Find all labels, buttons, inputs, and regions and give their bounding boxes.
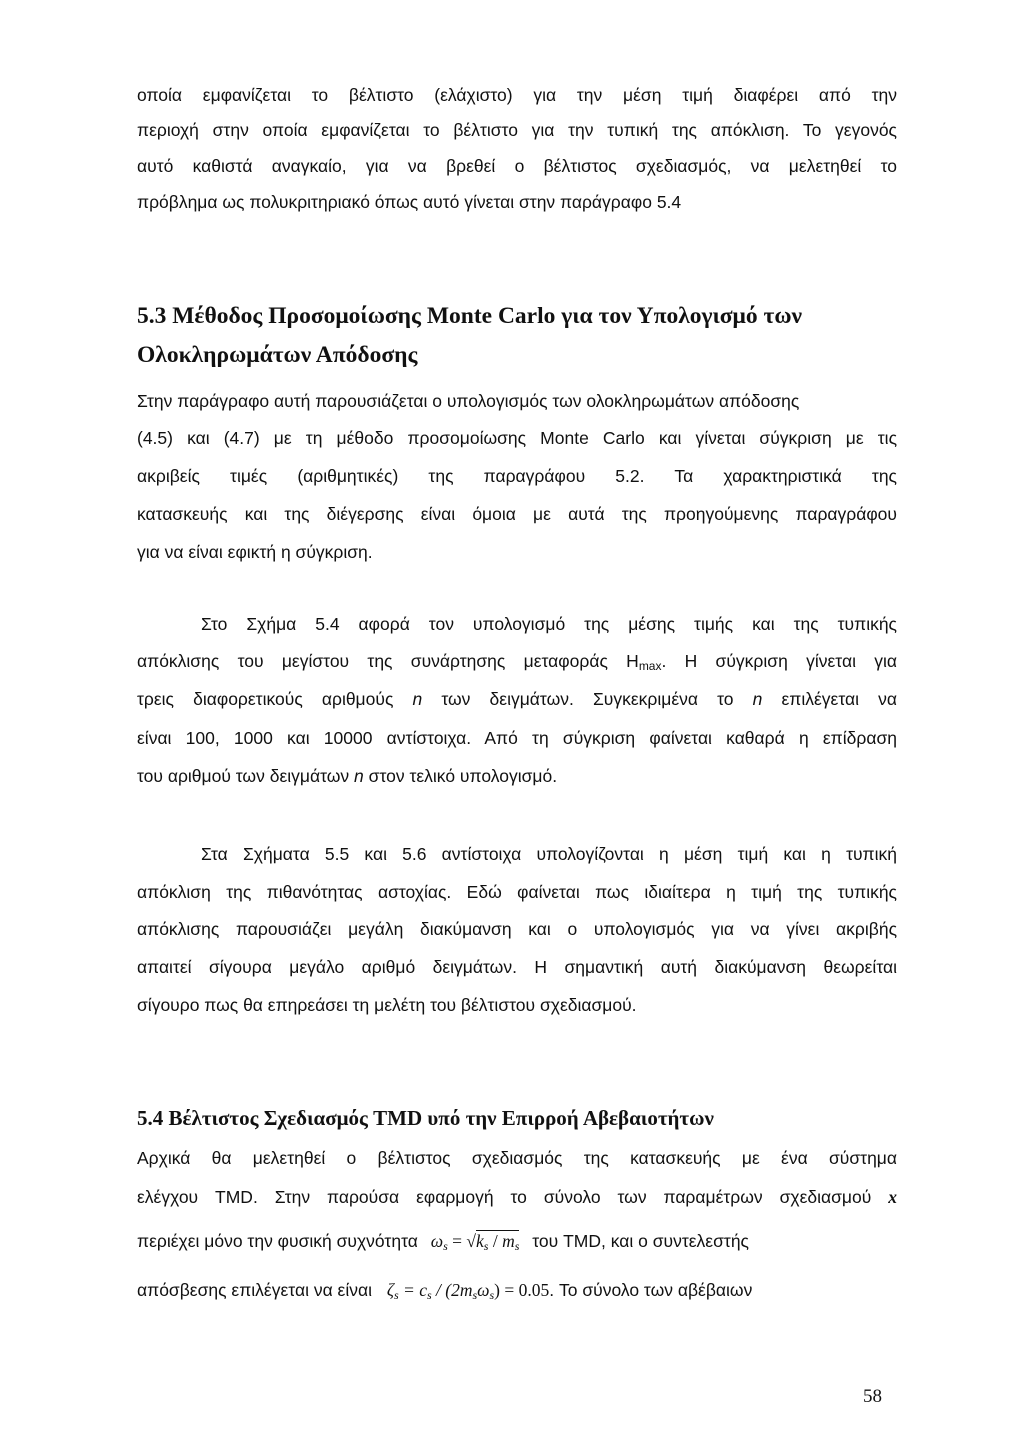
section-heading-5-3-line-2: Ολοκληρωμάτων Απόδοσης <box>137 342 418 368</box>
section-5-3-line-4: κατασκευής και της διέγερσης είναι όμοια με αυτά της προηγούμενης παραγράφου <box>137 504 897 524</box>
section-5-4-line-1: Αρχικά θα μελετηθεί ο βέλτιστος σχεδιασμός της κατασκευής με ένα σύστημα <box>137 1148 897 1168</box>
section-5-3-line-5: για να είναι εφικτή η σύγκριση. <box>137 542 373 562</box>
section-heading-5-4: 5.4 Βέλτιστος Σχεδιασμός TMD υπό την Επιρροή Αβεβαιοτήτων <box>137 1106 714 1130</box>
intro-line-4: πρόβλημα ως πολυκριτηριακό όπως αυτό γίνεται στην παράγραφο 5.4 <box>137 192 682 212</box>
section-5-3-line-1: Στην παράγραφο αυτή παρουσιάζεται ο υπολογισμός των ολοκληρωμάτων απόδοσης <box>137 391 800 411</box>
page-number: 58 <box>863 1386 882 1407</box>
section-heading-5-3-line-1: 5.3 Μέθοδος Προσομοίωσης Monte Carlo για τον Υπολογισμό των <box>137 303 803 329</box>
intro-line-3: αυτό καθιστά αναγκαίο, για να βρεθεί ο βέλτιστος σχεδιασμός, να μελετηθεί το <box>137 156 897 176</box>
fig55-line-5: σίγουρο πως θα επηρεάσει τη μελέτη του βέλτιστου σχεδιασμού. <box>137 995 637 1015</box>
intro-line-1: οποία εμφανίζεται το βέλτιστο (ελάχιστο) για την μέση τιμή διαφέρει από την <box>137 85 897 105</box>
fig54-line-2: απόκλισης του μεγίστου της συνάρτησης μεταφοράς $H_{max}$. Η σύγκριση γίνεται για <box>137 651 898 673</box>
fig55-line-3: απόκλισης παρουσιάζει μεγάλη διακύμανση και ο υπολογισμός για να γίνει ακριβής <box>137 919 897 939</box>
section-5-3-line-2: (4.5) και (4.7) με τη μέθοδο προσομοίωσης Monte Carlo και γίνεται σύγκριση με τις <box>137 428 897 448</box>
fig54-line-3: τρεις διαφορετικούς αριθμούς n των δειγμάτων. Συγκεκριμένα το n επιλέγεται να <box>137 689 897 709</box>
fig55-line-2: απόκλιση της πιθανότητας αστοχίας. Εδώ φαίνεται πως ιδιαίτερα η τιμή της τυπικής <box>137 882 897 902</box>
damping-ratio-formula: $\zeta_s = c_s / (2m_s\omega_s) = 0.05$ <box>386 1280 550 1302</box>
section-5-4-line-3: περιέχει μόνο την φυσική συχνότητα $\omega_s = √k_s / m_s$ του TMD, και ο συντελεστής <box>137 1231 749 1253</box>
fig54-line-4: είναι 100, 1000 και 10000 αντίστοιχα. Από τη σύγκριση φαίνεται καθαρά η επίδραση <box>137 728 897 748</box>
section-5-4-line-2: ελέγχου TMD. Στην παρούσα εφαρμογή το σύνολο των παραμέτρων σχεδιασμού x <box>137 1187 897 1207</box>
fig54-line-1: Στο Σχήμα 5.4 αφορά τον υπολογισμό της μέσης τιμής και της τυπικής <box>201 614 897 634</box>
fig55-line-1: Στα Σχήματα 5.5 και 5.6 αντίστοιχα υπολογίζονται η μέση τιμή και η τυπική <box>201 844 897 864</box>
fig55-line-4: απαιτεί σίγουρα μεγάλο αριθμό δειγμάτων. Η σημαντική αυτή διακύμανση θεωρείται <box>137 957 897 977</box>
section-5-4-line-4: απόσβεσης επιλέγεται να είναι $\zeta_s = c_s / (2m_s\omega_s) = 0.05$. Το σύνολο των αβέβαιων <box>137 1280 753 1302</box>
natural-frequency-formula: $\omega_s = √k_s / m_s$ <box>430 1231 520 1253</box>
fig54-line-5: του αριθμού των δειγμάτων n στον τελικό υπολογισμό. <box>137 766 558 786</box>
section-5-3-line-3: ακριβείς τιμές (αριθμητικές) της παραγράφου 5.2. Τα χαρακτηριστικά της <box>137 466 897 486</box>
intro-line-2: περιοχή στην οποία εμφανίζεται το βέλτιστο για την τυπική της απόκλιση. Το γεγονός <box>137 120 897 140</box>
